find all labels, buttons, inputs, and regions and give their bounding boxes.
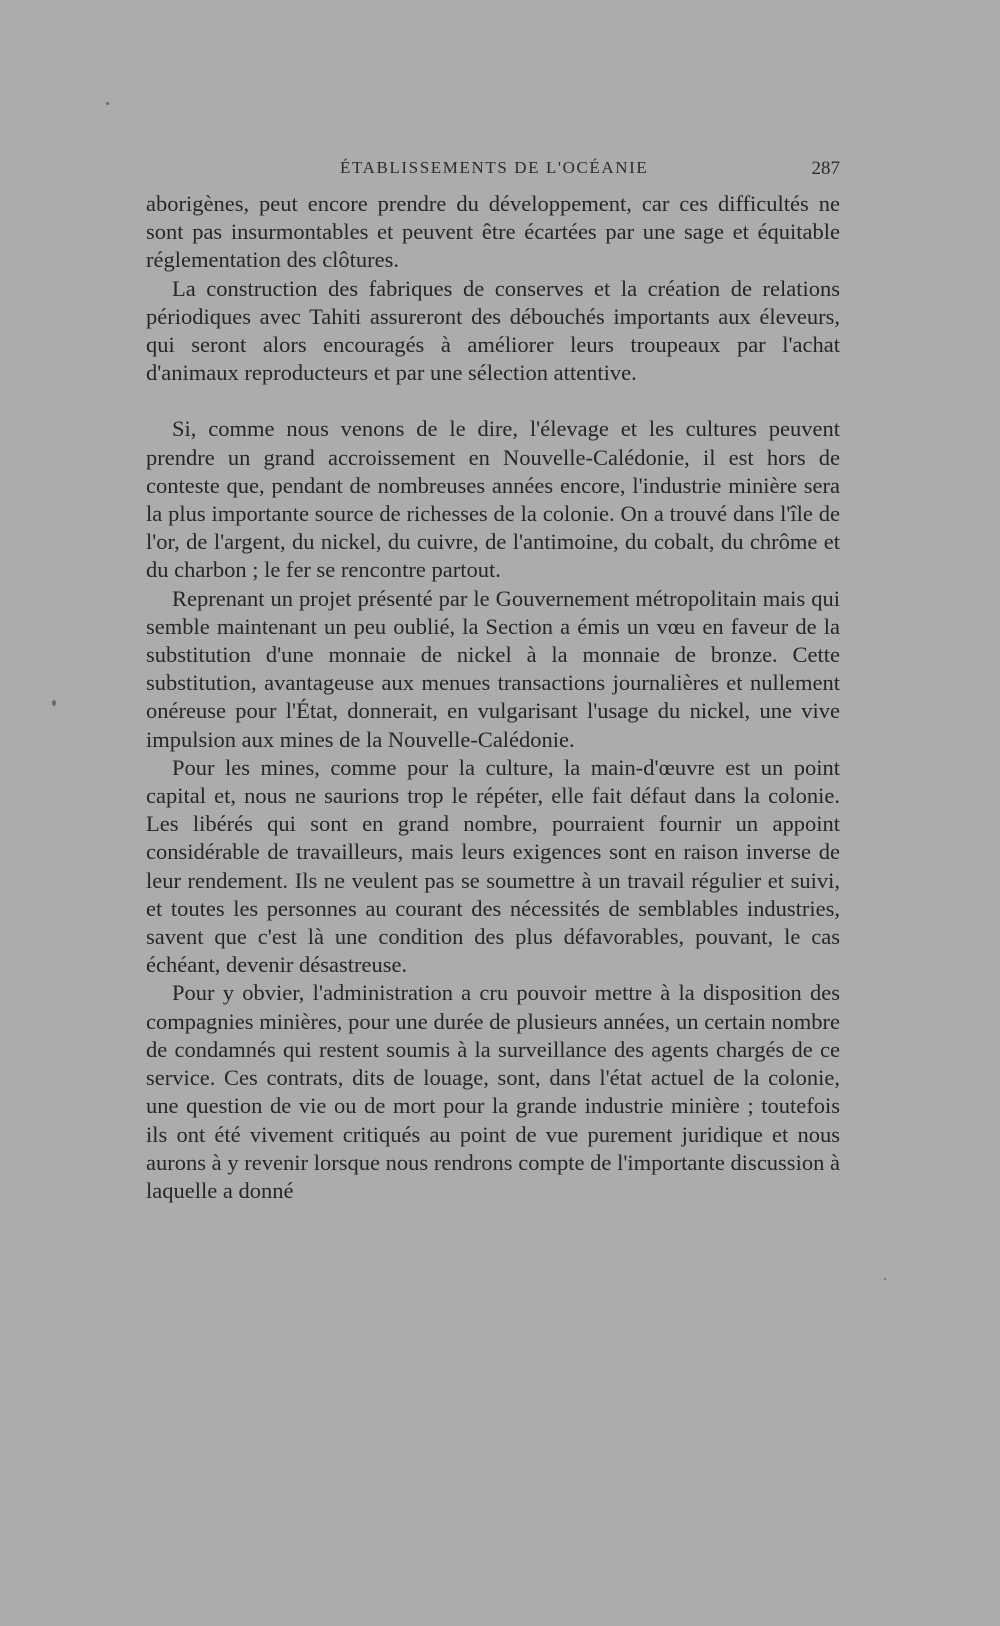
paragraph: La construction des fabriques de conserves et la création de relations périodiques avec Tahiti assureront des débouchés importants aux éleveurs, qui seront alors encouragés à améliorer leurs troupeaux par l'achat d'animaux reproducteurs et par une sélection attentive. bbox=[146, 275, 840, 386]
paragraph: Reprenant un projet présenté par le Gouvernement métropolitain mais qui semble maintenant un peu oublié, la Section a émis un vœu en faveur de la substitution d'une monnaie de nickel à la monnaie de bronze. Cette substitution, avantageuse aux menues transactions journalières et nullement onéreuse pour l'État, donnerait, en vulgarisant l'usage du nickel, une vive impulsion aux mines de la Nouvelle-Calédonie. bbox=[146, 585, 840, 752]
paragraph: Pour y obvier, l'administration a cru pouvoir mettre à la disposition des compagnies minières, pour une durée de plusieurs années, un certain nombre de condamnés qui restent soumis à la surveillance des agents chargés de ce service. Ces contrats, dits de louage, sont, dans l'état actuel de la colonie, une question de vie ou de mort pour la grande industrie minière ; toutefois ils ont été vivement critiqués au point de vue purement juridique et nous aurons à y revenir lorsque nous rendrons compte de l'importante discussion à laquelle a donné bbox=[146, 980, 840, 1203]
paragraph: Si, comme nous venons de le dire, l'élevage et les cultures peuvent prendre un grand accroissement en Nouvelle-Calédonie, il est hors de conteste que, pendant de nombreuses années encore, l'industrie minière sera la plus importante source de richesses de la colonie. On a trouvé dans l'île de l'or, de l'argent, du nickel, du cuivre, de l'antimoine, du cobalt, du chrôme et du charbon ; le fer se rencontre partout. bbox=[146, 416, 840, 583]
paper-speck bbox=[52, 700, 56, 706]
running-title: ÉTABLISSEMENTS DE L'OCÉANIE bbox=[340, 158, 649, 177]
paper-speck bbox=[884, 1278, 886, 1280]
paragraph: Pour les mines, comme pour la culture, la main-d'œuvre est un point capital et, nous ne saurions trop le répéter, elle fait défaut dans la colonie. Les libérés qui sont en grand nombre, pourraient fournir un appoint considérable de travailleurs, mais leurs exigences sont en raison inverse de leur rendement. Ils ne veulent pas se soumettre à un travail régulier et suivi, et toutes les personnes au courant des nécessités de semblables industries, savent que c'est là une condition des plus défavorables, pouvant, le cas échéant, devenir désastreuse. bbox=[146, 754, 840, 978]
paper-speck bbox=[106, 102, 109, 105]
body-text bbox=[146, 190, 840, 1205]
page-number: 287 bbox=[811, 158, 840, 179]
running-head bbox=[145, 158, 840, 186]
paragraph: aborigènes, peut encore prendre du développement, car ces difficultés ne sont pas insurmontables et peuvent être écartées par une sage et équitable réglementation des clôtures. bbox=[146, 191, 840, 273]
